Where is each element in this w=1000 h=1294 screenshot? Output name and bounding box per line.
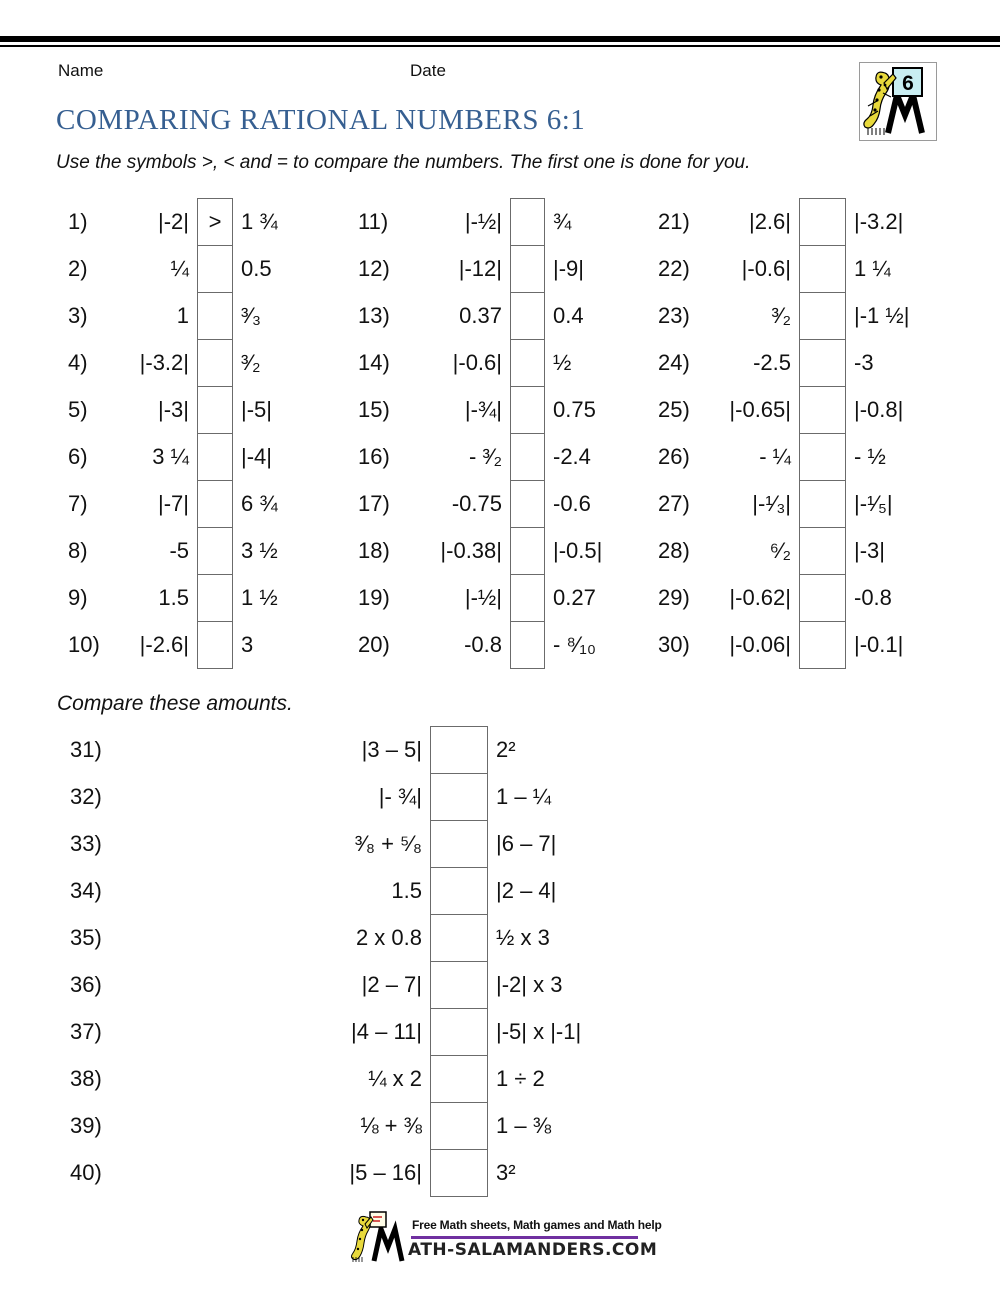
problem-right-value: 1 – ¼ [496,783,552,809]
problem-right-value: |-2| x 3 [496,971,563,997]
problem-left-value: -5 [169,537,189,563]
problem-number: 20) [358,631,390,657]
problem-left-value: |-½| [464,208,502,234]
problem-number: 36) [70,971,102,997]
problem-right-value: 1 – ⅜ [496,1112,552,1138]
problem-number: 14) [358,349,390,375]
comparison-answer-box[interactable] [800,481,845,528]
problem-right-value: |-4| [241,443,272,469]
comparison-answer-box[interactable] [431,727,487,774]
comparison-answer-box[interactable] [511,340,544,387]
problem-left-value: ¼ x 2 [368,1065,422,1091]
top-rule-thick [0,36,1000,42]
footer-logo [350,1209,412,1268]
problem-left-value: 1.5 [391,877,422,903]
comparison-answer-box[interactable] [800,340,845,387]
problem-number: 31) [70,736,102,762]
comparison-answer-box[interactable] [800,293,845,340]
problem-number: 35) [70,924,102,950]
problem-number: 33) [70,830,102,856]
comparison-answer-box[interactable] [800,528,845,575]
problem-number: 30) [658,631,690,657]
problem-right-value: ³⁄₂ [241,349,261,375]
comparison-answer-box[interactable] [198,528,232,575]
date-label: Date [410,61,446,80]
problem-right-value: 1 ¾ [241,208,278,234]
problem-right-value: 3² [496,1159,516,1185]
comparison-answer-box[interactable] [198,246,232,293]
problem-number: 10) [68,631,100,657]
problem-right-value: 1 ÷ 2 [496,1065,545,1091]
comparison-answer-box[interactable] [198,387,232,434]
problem-right-value: 3 ½ [241,537,278,563]
problem-number: 19) [358,584,390,610]
problem-number: 8) [68,537,88,563]
comparison-answer-box[interactable] [511,199,544,246]
problem-right-value: -3 [854,349,874,375]
problem-right-value: 3 [241,631,254,657]
comparison-answer-box[interactable] [511,528,544,575]
comparison-answer-box[interactable] [198,293,232,340]
problem-number: 40) [70,1159,102,1185]
problem-left-value: |2 – 7| [361,971,422,997]
problem-number: 34) [70,877,102,903]
problem-left-value: |-¾| [464,396,502,422]
problem-left-value: |-0.6| [452,349,502,375]
comparison-answer-box[interactable] [431,774,487,821]
problem-left-value: -2.5 [753,349,791,375]
comparison-answer-box[interactable] [511,481,544,528]
problem-number: 28) [658,537,690,563]
problems-column-4 [70,726,640,1196]
comparison-answer-box[interactable] [800,199,845,246]
answer-box-column-3 [799,198,846,669]
problem-right-value: - ½ [854,443,886,469]
problem-number: 27) [658,490,690,516]
comparison-answer-box[interactable] [511,387,544,434]
comparison-answer-box[interactable] [431,821,487,868]
problem-left-value: |-½| [464,584,502,610]
footer-site-text: ATH-SALAMANDERS.COM [408,1240,658,1260]
problem-left-value: 1 [176,302,189,328]
problem-left-value: 2 x 0.8 [355,924,422,950]
problem-number: 6) [68,443,88,469]
comparison-answer-box[interactable] [431,915,487,962]
problem-left-value: 0.37 [459,302,502,328]
problem-right-value: 1 ½ [241,584,278,610]
problem-number: 18) [358,537,390,563]
comparison-answer-box[interactable] [431,1056,487,1103]
page-title: COMPARING RATIONAL NUMBERS 6:1 [56,104,586,136]
problem-right-value: 0.75 [553,396,596,422]
problem-left-value: ⅛ + ⅜ [360,1112,422,1138]
problem-number: 9) [68,584,88,610]
problem-right-value: ½ [553,349,572,375]
problem-number: 22) [658,255,690,281]
problem-left-value: - ³⁄₂ [469,443,502,469]
problem-right-value: 0.5 [241,255,272,281]
problem-left-value: -0.8 [464,631,502,657]
comparison-answer-box[interactable] [431,962,487,1009]
problem-number: 4) [68,349,88,375]
comparison-answer-box[interactable] [800,434,845,481]
problem-right-value: |-0.5| [553,537,603,563]
problem-left-value: 1.5 [158,584,189,610]
problem-left-value: |2.6| [748,208,791,234]
comparison-answer-box[interactable] [800,387,845,434]
problem-right-value: |-9| [553,255,584,281]
problem-right-value: -0.6 [553,490,591,516]
problem-left-value: |3 – 5| [361,736,422,762]
section2-heading: Compare these amounts. [57,692,293,715]
problem-number: 3) [68,302,88,328]
problem-left-value: |-¹⁄₃| [752,490,791,516]
problem-right-value: |2 – 4| [496,877,557,903]
problem-number: 39) [70,1112,102,1138]
problem-right-value: 2² [496,736,516,762]
problem-left-value: |-0.62| [729,584,791,610]
problem-number: 37) [70,1018,102,1044]
problem-number: 24) [658,349,690,375]
comparison-answer-box[interactable] [198,575,232,622]
comparison-answer-box[interactable] [511,293,544,340]
comparison-answer-box[interactable] [198,622,232,668]
problem-left-value: |-7| [158,490,189,516]
problem-left-value: 3 ¼ [152,443,189,469]
problem-number: 21) [658,208,690,234]
problem-number: 1) [68,208,88,234]
problems-column-2 [358,198,640,668]
comparison-answer-box[interactable] [431,1150,487,1196]
instruction-text: Use the symbols >, < and = to compare the numbers. The first one is done for you. [56,152,751,173]
problem-number: 32) [70,783,102,809]
problem-right-value: 1 ¼ [854,255,891,281]
level-logo-graphic [860,63,934,138]
name-label: Name [58,61,104,80]
easel-m-icon [374,1229,402,1261]
easel-m-icon [888,95,922,133]
problem-right-value: ½ x 3 [496,924,550,950]
salamander-icon [352,1216,374,1262]
comparison-answer-box[interactable] [800,246,845,293]
comparison-answer-box[interactable] [431,868,487,915]
problem-right-value: |-1 ½| [854,302,910,328]
problem-left-value: |-2.6| [139,631,189,657]
comparison-answer-box[interactable]: > [198,199,232,246]
problem-right-value: ³⁄₃ [241,302,261,328]
problem-right-value: |-3.2| [854,208,904,234]
problem-left-value: |-3.2| [139,349,189,375]
footer-tagline: Free Math sheets, Math games and Math help [412,1218,662,1232]
comparison-answer-box[interactable] [431,1009,487,1056]
problem-left-value: |-0.6| [741,255,791,281]
level-number: 6 [902,72,914,95]
problem-number: 17) [358,490,390,516]
problem-number: 12) [358,255,390,281]
problem-left-value: |-0.06| [729,631,791,657]
footer-logo-graphic [350,1209,412,1263]
answer-box-column-1 [197,198,233,669]
problem-number: 15) [358,396,390,422]
problem-right-value: ¾ [553,208,572,234]
problem-number: 16) [358,443,390,469]
problem-number: 2) [68,255,88,281]
problem-left-value: -0.75 [451,490,502,516]
top-rule-thin [0,45,1000,47]
problem-left-value: ³⁄₈ + ⁵⁄₈ [354,830,422,856]
problem-left-value: |-2| [158,208,189,234]
problem-left-value: |-0.65| [729,396,791,422]
problem-left-value: |- ¾| [378,783,422,809]
problem-right-value: |-3| [854,537,885,563]
problem-left-value: ³⁄₂ [771,302,791,328]
problem-right-value: |-0.1| [854,631,904,657]
comparison-answer-box[interactable] [511,622,544,668]
problem-number: 29) [658,584,690,610]
problem-number: 25) [658,396,690,422]
problem-right-value: |-5| x |-1| [496,1018,582,1044]
comparison-answer-box[interactable] [198,481,232,528]
problem-left-value: |-12| [458,255,502,281]
footer-purple-rule [411,1236,638,1239]
problem-number: 7) [68,490,88,516]
problem-right-value: |-¹⁄₅| [854,490,893,516]
comparison-answer-box[interactable] [198,434,232,481]
answer-box-column-4 [430,726,488,1197]
problem-right-value: -2.4 [553,443,591,469]
problem-left-value: |-3| [158,396,189,422]
answer-box-column-2 [510,198,545,669]
comparison-answer-box[interactable] [431,1103,487,1150]
problem-number: 23) [658,302,690,328]
problem-right-value: 0.27 [553,584,596,610]
comparison-answer-box[interactable] [511,575,544,622]
comparison-answer-box[interactable] [800,575,845,622]
problem-right-value: 6 ¾ [241,490,278,516]
problem-left-value: |4 – 11| [351,1018,422,1044]
problem-left-value: |-0.38| [440,537,502,563]
problem-number: 38) [70,1065,102,1091]
problem-number: 26) [658,443,690,469]
problem-left-value: ¼ [170,255,189,281]
problem-number: 13) [358,302,390,328]
problem-left-value: - ¼ [759,443,791,469]
problem-right-value: 0.4 [553,302,584,328]
comparison-answer-box[interactable] [511,246,544,293]
problem-number: 11) [358,208,389,234]
problem-left-value: |5 – 16| [349,1159,422,1185]
problem-left-value: ⁶⁄₂ [769,537,791,563]
problem-number: 5) [68,396,88,422]
comparison-answer-box[interactable] [198,340,232,387]
problem-right-value: -0.8 [854,584,892,610]
problem-right-value: |-0.8| [854,396,904,422]
problem-right-value: - ⁸⁄₁₀ [553,631,596,657]
problem-right-value: |6 – 7| [496,830,557,856]
comparison-answer-box[interactable] [800,622,845,668]
problem-right-value: |-5| [241,396,272,422]
comparison-answer-box[interactable] [511,434,544,481]
level-logo [859,62,937,141]
